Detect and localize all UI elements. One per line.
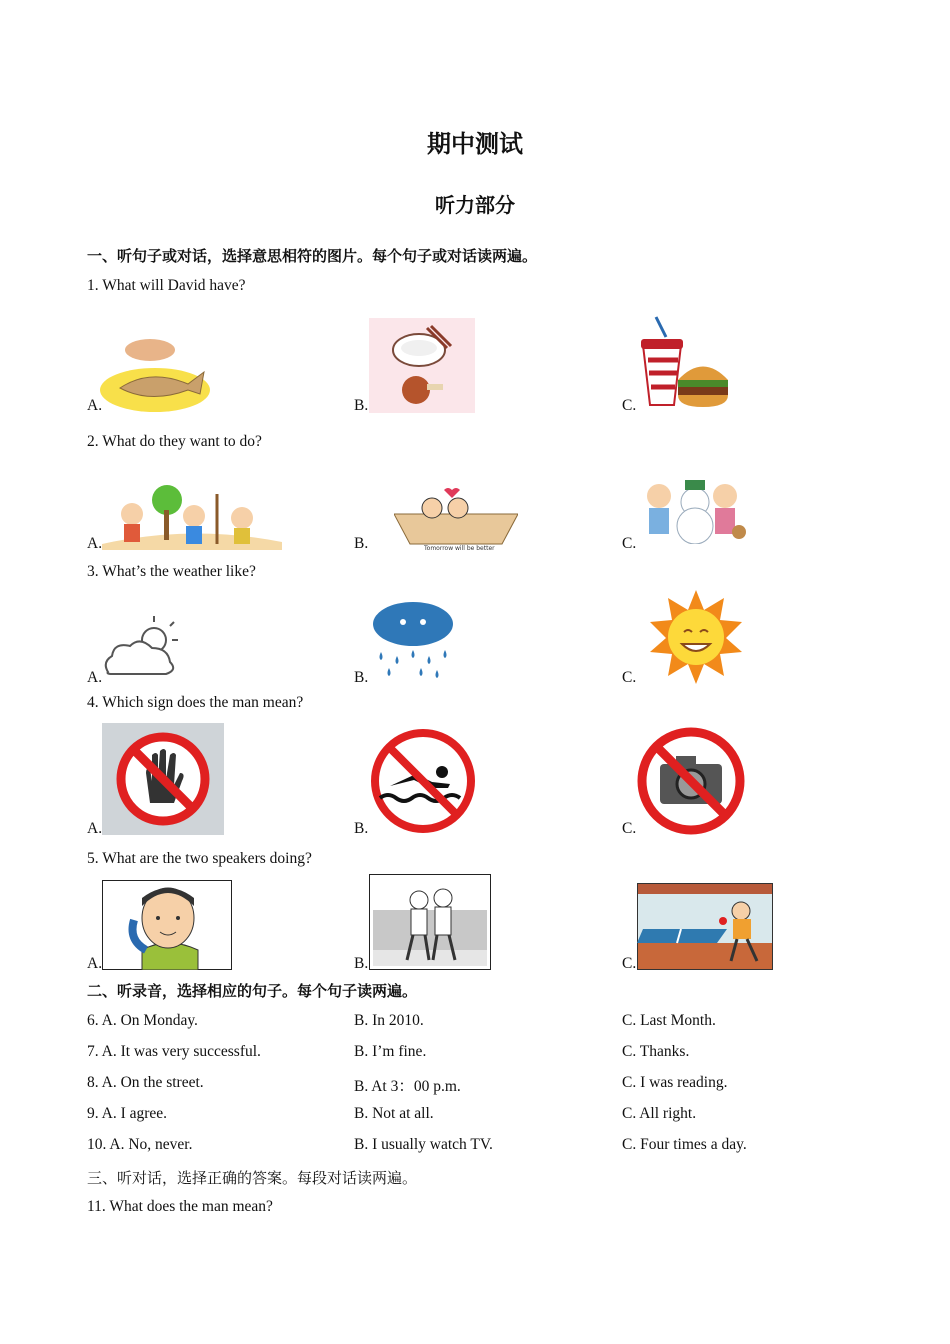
q5-option-c-label: C. — [622, 955, 637, 972]
question-1: 1. What will David have? — [87, 277, 246, 294]
question-5: 5. What are the two speakers doing? — [87, 850, 312, 867]
table-tennis-picture — [637, 883, 773, 970]
q1-option-c-label: C. — [622, 397, 637, 414]
q7-option-c: C. Thanks. — [622, 1043, 690, 1060]
q9-option-c: C. All right. — [622, 1105, 697, 1122]
boat-caption: Tomorrow will be better — [424, 545, 495, 552]
page-title: 期中测试 — [427, 130, 523, 158]
q6-option-c: C. Last Month. — [622, 1012, 716, 1029]
no-touching-sign — [102, 723, 224, 835]
q4-option-a-label: A. — [87, 820, 103, 837]
q3-option-c-label: C. — [622, 669, 637, 686]
page-subtitle: 听力部分 — [435, 193, 515, 217]
q8-option-b: B. At 3：00 p.m. — [354, 1078, 461, 1095]
q7-option-a: 7. A. It was very successful. — [87, 1043, 261, 1060]
question-4: 4. Which sign does the man mean? — [87, 694, 304, 711]
no-photography-sign — [636, 726, 746, 836]
q2-option-b-label: B. — [354, 535, 369, 552]
q10-option-b: B. I usually watch TV. — [354, 1136, 493, 1153]
question-11: 11. What does the man mean? — [87, 1198, 273, 1215]
q10-option-c: C. Four times a day. — [622, 1136, 747, 1153]
planting-trees-picture — [102, 484, 282, 550]
no-swimming-sign — [368, 728, 478, 834]
walking-friends-picture — [369, 874, 491, 970]
q9-option-b: B. Not at all. — [354, 1105, 434, 1122]
part2-heading: 二、听录音，选择相应的句子。每个句子读两遍。 — [87, 982, 418, 1000]
drink-burger-picture — [638, 315, 730, 415]
q7-option-b: B. I’m fine. — [354, 1043, 427, 1060]
q9-option-a: 9. A. I agree. — [87, 1105, 168, 1122]
question-2: 2. What do they want to do? — [87, 433, 262, 450]
q10-option-a: 10. A. No, never. — [87, 1136, 193, 1153]
part3-heading: 三、听对话，选择正确的答案。每段对话读两遍。 — [87, 1169, 418, 1187]
q4-option-c-label: C. — [622, 820, 637, 837]
q4-option-b-label: B. — [354, 820, 369, 837]
fish-food-picture — [100, 330, 210, 415]
phone-call-picture — [102, 880, 232, 970]
q1-option-b-label: B. — [354, 397, 369, 414]
boat-children-picture — [394, 488, 518, 552]
q2-option-a-label: A. — [87, 535, 103, 552]
q2-option-c-label: C. — [622, 535, 637, 552]
q5-option-a-label: A. — [87, 955, 103, 972]
q6-option-b: B. In 2010. — [354, 1012, 424, 1029]
q8-option-a: 8. A. On the street. — [87, 1074, 204, 1091]
rain-icon — [371, 600, 455, 680]
part1-heading: 一、听句子或对话，选择意思相符的图片。每个句子或对话读两遍。 — [87, 247, 538, 265]
q5-option-b-label: B. — [354, 955, 369, 972]
cloudy-icon — [100, 612, 180, 680]
q6-option-a: 6. A. On Monday. — [87, 1012, 198, 1029]
rice-meat-picture — [369, 318, 475, 413]
question-3: 3. What’s the weather like? — [87, 563, 256, 580]
snowman-picture — [639, 462, 751, 544]
sun-icon — [648, 590, 744, 684]
q3-option-b-label: B. — [354, 669, 369, 686]
q1-option-a-label: A. — [87, 397, 103, 414]
q8-option-c: C. I was reading. — [622, 1074, 728, 1091]
q3-option-a-label: A. — [87, 669, 103, 686]
